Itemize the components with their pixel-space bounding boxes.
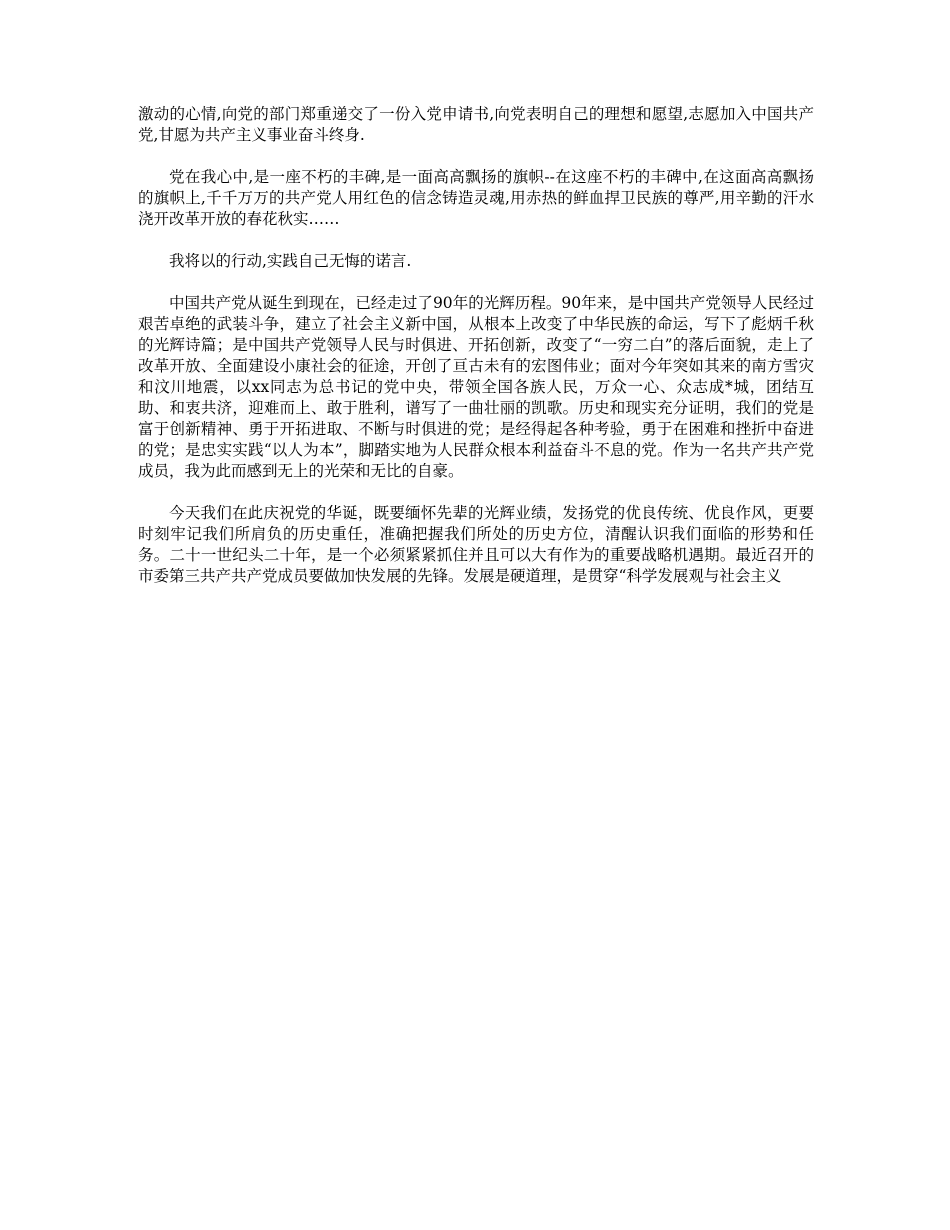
paragraph-4: 中国共产党从诞生到现在，已经走过了90年的光辉历程。90年来，是中国共产党领导人民经过艰苦卓绝的武装斗争，建立了社会主义新中国，从根本上改变了中华民族的命运，写下了彪炳千秋的光辉诗篇；是中国共产党领导人民与时俱进、开拓创新，改变了“一穷二白”的落后面貌，走上了改革开放、全面建设小康社会的征途，开创了亘古未有的宏图伟业；面对今年突如其来的南方雪灾和汶川地震，以xx同志为总书记的党中央，带领全国各族人民，万众一心、众志成*城，团结互助、和衷共济，迎难而上、敢于胜利，谱写了一曲壮丽的凯歌。历史和现实充分证明，我们的党是富于创新精神、勇于开拓进取、不断与时俱进的党；是经得起各种考验，勇于在困难和挫折中奋进的党；是忠实实践“以人为本”，脚踏实地为人民群众根本利益奋斗不息的党。作为一名共产共产党成员，我为此而感到无上的光荣和无比的自豪。 <box>138 294 814 480</box>
paragraph-3: 我将以的行动,实践自己无悔的诺言. <box>169 252 412 270</box>
paragraph-5: 今天我们在此庆祝党的华诞，既要缅怀先辈的光辉业绩，发扬党的优良传统、优良作风，更要时刻牢记我们所肩负的历史重任，准确把握我们所处的历史方位，清醒认识我们面临的形势和任务。二十一世纪头二十年，是一个必须紧紧抓住并且可以大有作为的重要战略机遇期。最近召开的市委第三共产共产党成员要做加快发展的先锋。发展是硬道理，是贯穿“科学发展观与社会主义 <box>138 504 814 585</box>
paragraph-1: 激动的心情,向党的部门郑重递交了一份入党申请书,向党表明自己的理想和愿望,志愿加入中国共产党,甘愿为共产主义事业奋斗终身. <box>138 105 814 144</box>
document-body <box>138 104 814 608</box>
paragraph-2: 党在我心中,是一座不朽的丰碑,是一面高高飘扬的旗帜--在这座不朽的丰碑中,在这面高高飘扬的旗帜上,千千万万的共产党人用红色的信念铸造灵魂,用赤热的鲜血捍卫民族的尊严,用辛勤的汗水浇开改革开放的春花秋实…… <box>138 168 814 228</box>
